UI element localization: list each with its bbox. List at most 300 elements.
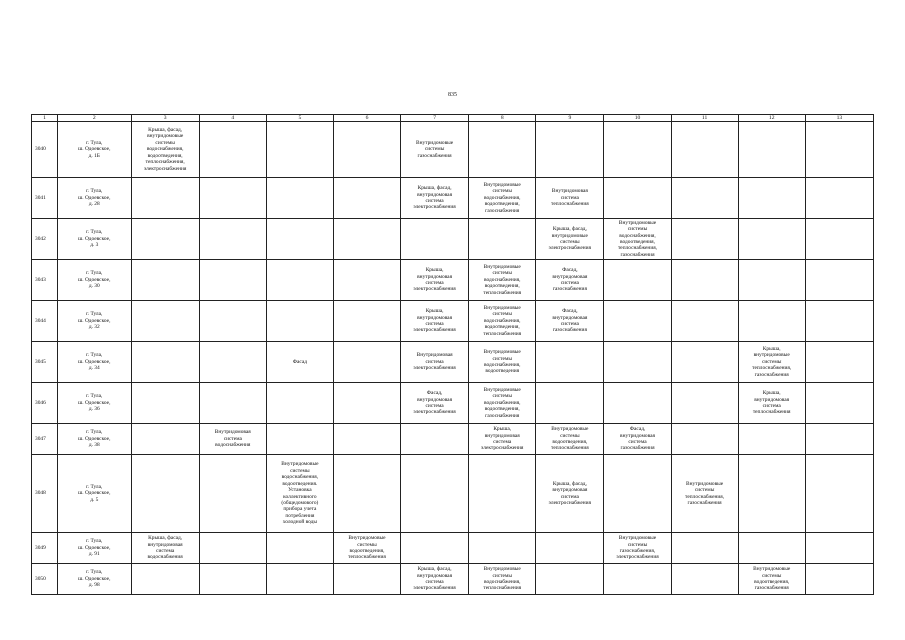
work-cell-col-13	[805, 564, 873, 595]
work-cell-col-4	[199, 301, 266, 342]
work-cell-col-6	[333, 301, 400, 342]
work-cell-col-10	[604, 219, 671, 260]
work-cell-col-10	[604, 455, 671, 533]
work-text-line: Внутридомовые	[618, 219, 657, 226]
work-text-line: Крыша, фасад,	[148, 127, 183, 134]
work-text-line: системы	[627, 226, 648, 233]
work-text-line: Внутридомовые	[618, 535, 657, 542]
table-row	[32, 260, 874, 301]
table-row	[32, 455, 874, 533]
work-cell-col-5	[266, 533, 333, 564]
work-text-line: прибора учета	[283, 506, 317, 513]
address-line: ш. Одоевское,	[78, 317, 111, 324]
work-cell-col-4	[199, 424, 266, 455]
work-text-line: водоотведения,	[147, 152, 183, 159]
address-line: г. Тула,	[86, 311, 103, 318]
work-text-line: водоотведения,	[484, 324, 520, 331]
column-header: 8	[469, 115, 536, 122]
work-text-line: потребления	[285, 512, 315, 519]
column-header: 5	[266, 115, 333, 122]
work-text-line: Внутридомовые	[281, 461, 319, 468]
work-cell-col-6	[333, 342, 400, 383]
work-text-line: Крыша,	[762, 345, 781, 352]
work-text-line: водоотведения,	[619, 239, 656, 245]
work-text-line: система	[425, 358, 444, 365]
work-text-line: теплоснабжения,	[685, 493, 725, 500]
address-line: ш. Одоевское,	[78, 490, 111, 497]
work-cell-col-10	[604, 533, 671, 564]
work-text-line: внутридомовая	[417, 314, 453, 321]
table-row	[32, 533, 874, 564]
work-text-line: системы	[424, 146, 445, 153]
address-cell	[57, 455, 131, 533]
work-cell-col-6	[333, 122, 400, 178]
work-text-line: система	[425, 280, 444, 286]
work-text-line: Фасад,	[562, 308, 578, 315]
work-cell-col-9	[536, 219, 604, 260]
work-text-line: Крыша,	[425, 308, 444, 315]
table-row	[32, 178, 874, 219]
work-cell-col-3	[131, 455, 199, 533]
work-text-line: Фасад,	[629, 426, 646, 433]
work-cell-col-10	[604, 342, 671, 383]
work-text-line: электроснабжения	[143, 165, 187, 172]
work-text-line: системы	[290, 467, 310, 474]
address-line: д. 3	[90, 242, 99, 249]
work-text-line: газоснабжения	[620, 445, 655, 452]
work-cell-col-4	[199, 219, 266, 260]
work-text-line: водоотведения,	[754, 579, 790, 585]
work-text-line: система	[560, 194, 579, 201]
work-text-line: водоснабжения,	[483, 194, 521, 201]
work-cell-col-7	[401, 424, 469, 455]
work-text-line: электроснабжения	[413, 585, 456, 592]
work-text-line: Фасад,	[562, 267, 578, 274]
address-cell	[57, 260, 131, 301]
work-text-line: газоснабжения,	[619, 548, 656, 554]
work-cell-col-3	[131, 219, 199, 260]
work-cell-col-13	[805, 178, 873, 219]
work-text-line: система	[425, 321, 444, 327]
work-text-line: холодной воды	[282, 519, 318, 526]
work-text-line: Фасад	[292, 358, 307, 365]
address-cell	[57, 424, 131, 455]
work-cell-col-8	[469, 564, 536, 595]
work-cell-col-12	[738, 533, 805, 564]
work-text-line: газоснабжения	[620, 251, 655, 258]
work-text-line: Внутридомовые	[483, 386, 521, 393]
work-cell-col-12	[738, 383, 805, 424]
work-text-line: Внутридомовые	[551, 426, 589, 433]
work-cell-col-13	[805, 533, 873, 564]
work-text-line: Крыша,	[493, 426, 512, 433]
work-text-line: система	[560, 280, 579, 286]
work-text-line: электроснабжения	[481, 445, 524, 452]
work-text-line: Крыша, фасад,	[148, 535, 183, 542]
work-text-line: внутридомовая	[484, 432, 520, 439]
work-text-line: системы	[761, 572, 782, 579]
work-text-line: внутридомовая	[552, 487, 588, 494]
address-line: д. 1Б	[88, 152, 100, 159]
address-cell	[57, 383, 131, 424]
column-header: 1	[32, 115, 58, 122]
work-text-line: электроснабжения	[413, 286, 456, 293]
work-cell-col-3	[131, 260, 199, 301]
table-row	[32, 122, 874, 178]
work-cell-col-12	[738, 564, 805, 595]
work-cell-col-5	[266, 122, 333, 178]
work-text-line: внутридомовая	[754, 396, 790, 403]
row-number: 3041	[32, 178, 58, 219]
work-cell-col-13	[805, 260, 873, 301]
column-header: 12	[738, 115, 805, 122]
table-row	[32, 342, 874, 383]
work-cell-col-11	[671, 301, 738, 342]
work-text-line: водоотведения,	[484, 283, 520, 290]
work-text-line: теплоснабжения	[483, 289, 522, 296]
work-text-line: водоотведения,	[484, 406, 520, 413]
work-text-line: система	[223, 435, 242, 442]
address-line: ш. Одоевское,	[78, 435, 111, 442]
address-line: г. Тула,	[86, 188, 103, 195]
work-cell-col-13	[805, 219, 873, 260]
table-row	[32, 219, 874, 260]
work-text-line: Внутридомовые	[686, 480, 724, 487]
column-header: 13	[805, 115, 873, 122]
work-cell-col-11	[671, 342, 738, 383]
address-line: г. Тула,	[86, 352, 103, 359]
work-text-line: газоснабжения	[417, 152, 452, 159]
column-header: 10	[604, 115, 671, 122]
work-cell-col-7	[401, 301, 469, 342]
row-number: 3050	[32, 564, 58, 595]
work-cell-col-6	[333, 564, 400, 595]
row-number: 3049	[32, 533, 58, 564]
work-text-line: теплоснабжения	[551, 445, 589, 452]
column-header: 6	[333, 115, 400, 122]
work-text-line: газоснабжения	[552, 327, 587, 334]
work-cell-col-11	[671, 533, 738, 564]
work-text-line: водоотведения	[485, 368, 520, 375]
work-text-line: Внутридомовые	[483, 304, 521, 311]
work-text-line: внутридомовая	[620, 432, 655, 439]
work-text-line: Фасад,	[426, 390, 443, 397]
address-line: г. Тула,	[86, 569, 103, 576]
row-number: 3045	[32, 342, 58, 383]
work-text-line: внутридомовая	[417, 191, 453, 198]
work-text-line: система	[628, 439, 647, 445]
address-line: д. 34	[88, 365, 100, 372]
row-number: 3040	[32, 122, 58, 178]
work-cell-col-7	[401, 122, 469, 178]
work-cell-col-8	[469, 122, 536, 178]
row-number: 3044	[32, 301, 58, 342]
work-cell-col-4	[199, 533, 266, 564]
work-text-line: водоснабжения,	[483, 317, 521, 324]
work-cell-col-6	[333, 178, 400, 219]
work-text-line: система	[560, 321, 579, 327]
work-cell-col-13	[805, 424, 873, 455]
work-cell-col-4	[199, 342, 266, 383]
work-text-line: Внутридомовые	[483, 263, 521, 270]
work-cell-col-11	[671, 260, 738, 301]
work-text-line: теплоснабжения,	[145, 159, 185, 166]
address-line: ш. Одоевское,	[78, 235, 111, 242]
work-cell-col-5	[266, 178, 333, 219]
address-line: ш. Одоевское,	[78, 146, 111, 153]
work-text-line: газоснабжения	[485, 207, 520, 214]
column-header: 7	[401, 115, 469, 122]
work-text-line: система	[762, 403, 781, 409]
address-line: г. Тула,	[86, 429, 103, 436]
work-cell-col-6	[333, 383, 400, 424]
work-text-line: системы	[560, 239, 580, 245]
work-cell-col-9	[536, 455, 604, 533]
work-text-line: система	[156, 548, 175, 554]
work-text-line: электроснабжения	[548, 499, 592, 506]
work-cell-col-5	[266, 455, 333, 533]
work-text-line: электроснабжения	[413, 365, 456, 372]
work-text-line: газоснабжения	[687, 499, 722, 506]
work-text-line: система	[425, 579, 444, 585]
work-cell-col-5	[266, 424, 333, 455]
work-cell-col-3	[131, 533, 199, 564]
column-header: 9	[536, 115, 604, 122]
column-header: 3	[131, 115, 199, 122]
work-text-line: Внутридомовые	[416, 139, 454, 146]
work-text-line: Крыша, фасад,	[552, 480, 587, 487]
work-cell-col-6	[333, 533, 400, 564]
work-text-line: водоснабжения,	[146, 146, 184, 153]
header-row	[32, 115, 874, 122]
work-cell-col-5	[266, 342, 333, 383]
work-text-line: внутридомовые	[551, 232, 588, 239]
work-text-line: внутридомовые	[147, 133, 184, 140]
work-cell-col-7	[401, 178, 469, 219]
work-cell-col-5	[266, 301, 333, 342]
work-text-line: Внутридомовая	[214, 429, 251, 436]
work-text-line: внутридомовая	[417, 572, 453, 579]
work-cell-col-5	[266, 219, 333, 260]
work-cell-col-9	[536, 178, 604, 219]
work-cell-col-8	[469, 455, 536, 533]
work-text-line: электроснабжения	[616, 554, 659, 561]
work-text-line: внутридомовая	[417, 273, 453, 280]
work-text-line: системы	[155, 139, 175, 146]
work-cell-col-7	[401, 260, 469, 301]
work-cell-col-9	[536, 342, 604, 383]
work-cell-col-8	[469, 301, 536, 342]
work-cell-col-9	[536, 383, 604, 424]
work-text-line: системы	[357, 541, 377, 548]
address-line: д. 28	[88, 201, 100, 208]
work-cell-col-12	[738, 260, 805, 301]
work-cell-col-3	[131, 424, 199, 455]
address-line: ш. Одоевское,	[78, 358, 111, 365]
address-line: д. 91	[88, 551, 100, 558]
work-text-line: электроснабжения	[413, 204, 456, 211]
work-cell-col-6	[333, 424, 400, 455]
work-text-line: системы	[492, 270, 512, 277]
work-text-line: системы	[492, 572, 512, 579]
address-cell	[57, 122, 131, 178]
work-text-line: водоотведения.	[282, 480, 318, 487]
work-cell-col-8	[469, 383, 536, 424]
work-cell-col-11	[671, 564, 738, 595]
work-cell-col-12	[738, 178, 805, 219]
work-cell-col-4	[199, 122, 266, 178]
work-text-line: водоснабжения	[215, 442, 251, 449]
address-line: ш. Одоевское,	[78, 399, 111, 406]
work-text-line: водоотведения,	[552, 439, 588, 445]
work-cell-col-9	[536, 260, 604, 301]
work-cell-col-10	[604, 383, 671, 424]
address-line: д. 30	[88, 283, 100, 290]
work-text-line: системы	[492, 355, 512, 362]
work-cell-col-4	[199, 178, 266, 219]
work-cell-col-13	[805, 383, 873, 424]
work-text-line: водоотведения,	[484, 201, 520, 208]
work-cell-col-8	[469, 219, 536, 260]
work-cell-col-12	[738, 424, 805, 455]
work-text-line: Внутридомовые	[753, 566, 791, 573]
work-cell-col-10	[604, 260, 671, 301]
work-cell-col-7	[401, 219, 469, 260]
work-text-line: водоснабжения,	[281, 474, 319, 481]
work-text-line: Внутридомовые	[483, 566, 521, 573]
address-cell	[57, 301, 131, 342]
work-text-line: водоснабжения,	[483, 362, 521, 368]
work-cell-col-3	[131, 342, 199, 383]
address-cell	[57, 533, 131, 564]
work-text-line: системы	[492, 188, 512, 195]
work-cell-col-3	[131, 564, 199, 595]
address-cell	[57, 178, 131, 219]
address-cell	[57, 342, 131, 383]
work-cell-col-7	[401, 342, 469, 383]
work-cell-col-9	[536, 122, 604, 178]
work-cell-col-8	[469, 533, 536, 564]
address-line: ш. Одоевское,	[78, 575, 111, 582]
work-text-line: системы	[560, 432, 580, 439]
address-line: ш. Одоевское,	[78, 194, 111, 201]
work-text-line: системы	[492, 393, 512, 400]
work-cell-col-11	[671, 219, 738, 260]
work-text-line: системы	[761, 358, 782, 365]
address-line: г. Тула,	[86, 139, 103, 146]
work-text-line: Крыша, фасад,	[417, 566, 452, 573]
row-number: 3048	[32, 455, 58, 533]
work-text-line: системы	[694, 487, 715, 494]
work-text-line: Внутридомовая	[551, 188, 588, 195]
work-text-line: газоснабжения	[485, 412, 520, 419]
work-text-line: газоснабжения	[754, 371, 789, 378]
work-cell-col-9	[536, 424, 604, 455]
work-text-line: теплоснабжения	[483, 585, 522, 592]
address-line: ш. Одоевское,	[78, 544, 111, 551]
work-text-line: системы	[492, 311, 512, 318]
work-text-line: Крыша, фасад,	[552, 226, 587, 233]
work-cell-col-6	[333, 260, 400, 301]
work-cell-col-6	[333, 219, 400, 260]
work-cell-col-7	[401, 455, 469, 533]
work-cell-col-8	[469, 178, 536, 219]
work-text-line: газоснабжения	[552, 286, 587, 293]
work-text-line: коллективного	[283, 493, 317, 500]
work-text-line: электроснабжения	[548, 245, 592, 252]
column-header: 4	[199, 115, 266, 122]
work-text-line: Крыша, фасад,	[417, 185, 452, 192]
work-cell-col-13	[805, 342, 873, 383]
work-cell-col-12	[738, 219, 805, 260]
work-cell-col-12	[738, 122, 805, 178]
work-cell-col-13	[805, 301, 873, 342]
work-cell-col-13	[805, 455, 873, 533]
work-cell-col-6	[333, 455, 400, 533]
work-text-line: Внутридомовая	[416, 352, 453, 359]
work-text-line: Установка	[288, 487, 312, 494]
work-cell-col-5	[266, 564, 333, 595]
work-cell-col-10	[604, 301, 671, 342]
address-cell	[57, 219, 131, 260]
work-text-line: системы	[627, 541, 648, 548]
column-header: 11	[671, 115, 738, 122]
work-text-line: Внутридомовые	[348, 535, 386, 542]
work-cell-col-7	[401, 533, 469, 564]
table-row	[32, 564, 874, 595]
work-text-line: газоснабжения	[754, 585, 789, 592]
work-text-line: Крыша,	[425, 267, 444, 274]
address-line: г. Тула,	[86, 229, 103, 236]
work-text-line: электроснабжения	[413, 409, 456, 416]
work-text-line: внутридомовые	[753, 352, 790, 359]
work-text-line: внутридомовая	[147, 541, 183, 548]
work-cell-col-3	[131, 122, 199, 178]
work-text-line: Внутридомовые	[483, 181, 521, 188]
work-text-line: внутридомовая	[552, 314, 588, 321]
work-text-line: водоотведения,	[349, 548, 385, 554]
work-cell-col-9	[536, 533, 604, 564]
work-cell-col-13	[805, 122, 873, 178]
row-number: 3047	[32, 424, 58, 455]
address-line: г. Тула,	[86, 393, 103, 400]
address-line: г. Тула,	[86, 538, 103, 545]
work-cell-col-7	[401, 383, 469, 424]
work-cell-col-12	[738, 342, 805, 383]
page-number: 835	[448, 92, 457, 98]
work-cell-col-11	[671, 178, 738, 219]
work-cell-col-8	[469, 260, 536, 301]
work-text-line: система	[560, 493, 579, 500]
work-cell-col-9	[536, 301, 604, 342]
work-text-line: внутридомовая	[552, 273, 588, 280]
work-cell-col-10	[604, 564, 671, 595]
address-line: д. 98	[88, 582, 100, 589]
work-cell-col-12	[738, 301, 805, 342]
work-cell-col-10	[604, 122, 671, 178]
work-text-line: (общедомового)	[281, 499, 319, 506]
work-text-line: водоснабжения,	[483, 276, 521, 283]
work-text-line: Крыша,	[762, 390, 781, 397]
row-number: 3042	[32, 219, 58, 260]
address-line: ш. Одоевское,	[78, 276, 111, 283]
work-cell-col-10	[604, 424, 671, 455]
work-text-line: водоснабжения,	[483, 579, 521, 585]
work-text-line: теплоснабжения	[752, 409, 791, 416]
work-cell-col-11	[671, 122, 738, 178]
work-text-line: электроснабжения	[413, 327, 456, 334]
address-line: г. Тула,	[86, 483, 103, 490]
